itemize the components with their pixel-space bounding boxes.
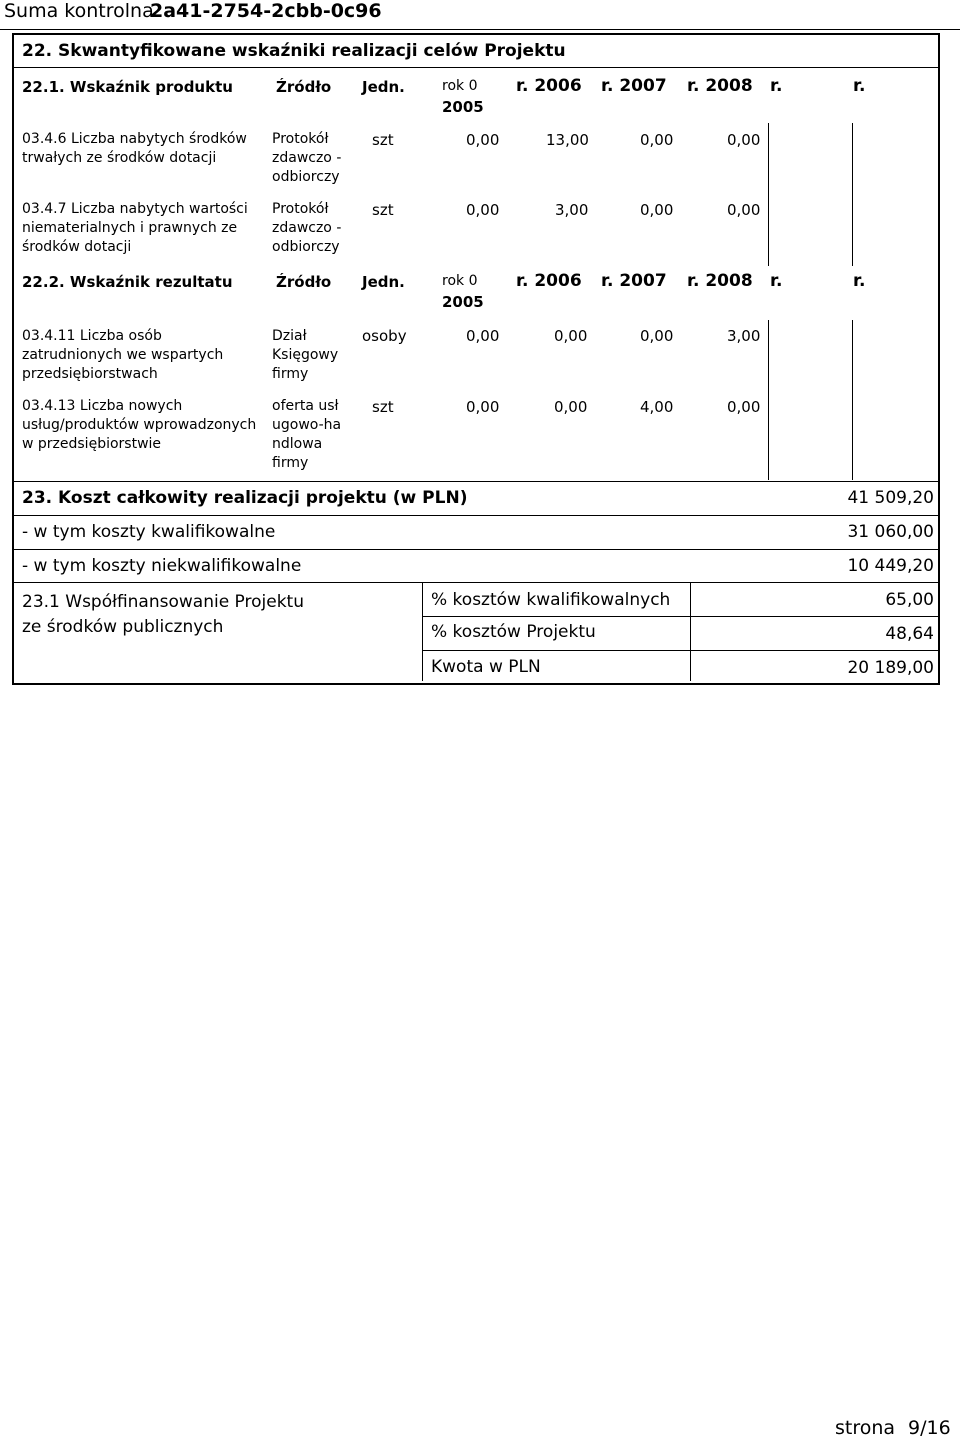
result-indicator-title: 22.2. Wskaźnik rezultatu <box>22 273 233 291</box>
product-row-1-value-2008: 0,00 <box>727 131 761 149</box>
result-year-2006: r. 2006 <box>516 271 582 291</box>
result-year-4: r. <box>770 271 783 291</box>
result-row-1-value-2007: 0,00 <box>640 327 674 345</box>
result-row-2-source: oferta usł ugowo-ha ndlowa firmy <box>272 398 342 471</box>
cofinancing-amount-value: 20 189,00 <box>847 658 934 678</box>
product-col-base-line2: 2005 <box>442 98 484 116</box>
cofinancing-row-rule <box>422 650 938 651</box>
cofinancing-left-rule <box>422 582 423 681</box>
cofinancing-eligible-value: 65,00 <box>885 590 934 610</box>
cofinancing-project-value: 48,64 <box>885 624 934 644</box>
product-col-base-line1: rok 0 <box>442 78 478 94</box>
result-year-2007: r. 2007 <box>601 271 667 291</box>
result-row-2-unit: szt <box>372 398 394 416</box>
product-row-1-unit: szt <box>372 131 394 149</box>
checksum-label: Suma kontrolna <box>4 0 154 22</box>
product-row-1-value-2006: 13,00 <box>546 131 589 149</box>
divider <box>14 582 938 583</box>
result-row-1-source: Dział Księgowy firmy <box>272 328 339 382</box>
result-year-5: r. <box>853 271 866 291</box>
product-col-source: Źródło <box>276 78 332 96</box>
result-row-1-unit: osoby <box>362 327 407 345</box>
section-22-title-divider <box>14 67 938 68</box>
product-row-2-value-2008: 0,00 <box>727 201 761 219</box>
cofinancing-eligible-label: % kosztów kwalifikowalnych <box>431 590 671 610</box>
cofinancing-mid-rule <box>690 582 691 681</box>
checksum-value: 2a41-2754-2cbb-0c96 <box>150 0 382 22</box>
result-col-unit: Jedn. <box>362 273 405 291</box>
page-number: 9/16 <box>908 1417 951 1439</box>
divider <box>14 549 938 550</box>
product-year-5: r. <box>853 76 866 96</box>
eligible-costs-label: - w tym koszty kwalifikowalne <box>22 522 276 542</box>
result-row-1-value-2006: 0,00 <box>554 327 588 345</box>
header-divider <box>0 29 960 30</box>
product-indicator-title: 22.1. Wskaźnik produktu <box>22 78 233 96</box>
column-rule <box>852 123 853 266</box>
product-year-2007: r. 2007 <box>601 76 667 96</box>
product-year-2006: r. 2006 <box>516 76 582 96</box>
column-rule <box>768 123 769 266</box>
product-row-2-source: Protokół zdawczo - odbiorczy <box>272 201 342 255</box>
cofinancing-amount-label: Kwota w PLN <box>431 657 541 677</box>
total-cost-value: 41 509,20 <box>847 488 934 508</box>
product-row-2-unit: szt <box>372 201 394 219</box>
cofinancing-row-rule <box>422 616 938 617</box>
section-22-title: 22. Skwantyfikowane wskaźniki realizacji celów Projektu <box>22 41 566 61</box>
product-year-2008: r. 2008 <box>687 76 753 96</box>
result-year-2008: r. 2008 <box>687 271 753 291</box>
product-row-1-value-2007: 0,00 <box>640 131 674 149</box>
ineligible-costs-label: - w tym koszty niekwalifikowalne <box>22 556 302 576</box>
result-row-1-name: 03.4.11 Liczba osób zatrudnionych we wspartych przedsiębiorstwach <box>22 328 224 382</box>
product-col-unit: Jedn. <box>362 78 405 96</box>
cofinancing-label: 23.1 Współfinansowanie Projektu ze środków publicznych <box>22 592 304 637</box>
product-year-4: r. <box>770 76 783 96</box>
result-row-2-name: 03.4.13 Liczba nowych usług/produktów wprowadzonych w przedsiębiorstwie <box>22 398 257 452</box>
product-row-1-source: Protokół zdawczo - odbiorczy <box>272 131 342 185</box>
result-col-base-line2: 2005 <box>442 293 484 311</box>
product-row-1-name: 03.4.6 Liczba nabytych środków trwałych ze środków dotacji <box>22 131 247 166</box>
product-row-2-value-2006: 3,00 <box>555 201 589 219</box>
cofinancing-project-label: % kosztów Projektu <box>431 622 596 642</box>
total-cost-title: 23. Koszt całkowity realizacji projektu (w PLN) <box>22 488 468 508</box>
result-col-source: Źródło <box>276 273 332 291</box>
result-row-2-value-2005: 0,00 <box>466 398 500 416</box>
eligible-costs-value: 31 060,00 <box>847 522 934 542</box>
result-col-base-line1: rok 0 <box>442 273 478 289</box>
product-row-2-value-2007: 0,00 <box>640 201 674 219</box>
result-row-2-value-2007: 4,00 <box>640 398 674 416</box>
result-row-1-value-2008: 3,00 <box>727 327 761 345</box>
ineligible-costs-value: 10 449,20 <box>847 556 934 576</box>
product-row-2-value-2005: 0,00 <box>466 201 500 219</box>
result-row-2-value-2008: 0,00 <box>727 398 761 416</box>
column-rule <box>852 320 853 480</box>
result-row-2-value-2006: 0,00 <box>554 398 588 416</box>
section-23-top-rule <box>14 481 938 482</box>
column-rule <box>768 320 769 480</box>
result-row-1-value-2005: 0,00 <box>466 327 500 345</box>
product-row-2-name: 03.4.7 Liczba nabytych wartości niematerialnych i prawnych ze środków dotacji <box>22 201 248 255</box>
page-label: strona <box>835 1417 896 1439</box>
product-row-1-value-2005: 0,00 <box>466 131 500 149</box>
divider <box>14 515 938 516</box>
